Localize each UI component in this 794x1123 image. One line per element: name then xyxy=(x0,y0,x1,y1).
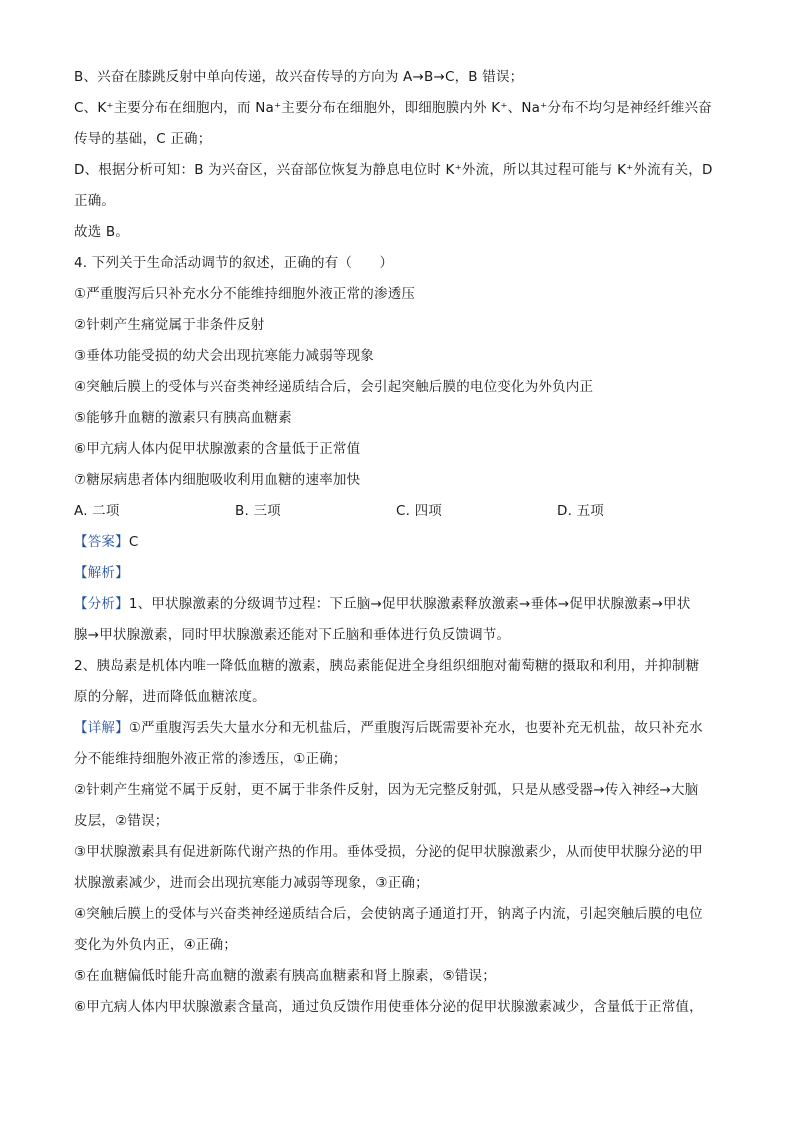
text-line: D、根据分析可知：B 为兴奋区，兴奋部位恢复为静息电位时 K⁺外流，所以其过程可能与 K⁺外流有关，D xyxy=(74,162,713,178)
answer-tag: 【答案】 xyxy=(74,534,129,550)
option-c: C. 四项 xyxy=(396,503,443,519)
detail-line xyxy=(74,713,724,744)
analysis-text: 1、甲状腺激素的分级调节过程：下丘脑→促甲状腺激素释放激素→垂体→促甲状腺激素→甲状 xyxy=(128,596,691,612)
option-b: B. 三项 xyxy=(235,503,281,519)
analysis-heading xyxy=(74,558,724,589)
detail-line: 状腺激素减少，进而会出现抗寒能力减弱等现象，③正确； xyxy=(74,875,429,891)
detail-text: ①严重腹泻丢失大量水分和无机盐后，严重腹泻后既需要补充水，也要补充无机盐，故只补充水 xyxy=(128,720,703,736)
statement-3: ③垂体功能受损的幼犬会出现抗寒能力减弱等现象 xyxy=(74,348,375,364)
statement-5: ⑤能够升血糖的激素只有胰高血糖素 xyxy=(74,410,292,426)
statement-6: ⑥甲亢病人体内促甲状腺激素的含量低于正常值 xyxy=(74,441,361,457)
statement-1: ①严重腹泻后只补充水分不能维持细胞外液正常的渗透压 xyxy=(74,286,416,302)
answer-line xyxy=(74,527,724,558)
analysis-sub-tag: 【分析】 xyxy=(74,596,129,612)
analysis-tag: 【解析】 xyxy=(74,565,129,581)
detail-line: 变化为外负内正，④正确； xyxy=(74,937,238,953)
statement-4: ④突触后膜上的受体与兴奋类神经递质结合后，会引起突触后膜的电位变化为外负内正 xyxy=(74,379,594,395)
text-line: 故选 B。 xyxy=(74,224,130,240)
detail-line: ⑤在血糖偏低时能升高血糖的激素有胰高血糖素和肾上腺素，⑤错误； xyxy=(74,968,496,984)
text-line: C、K⁺主要分布在细胞内，而 Na⁺主要分布在细胞外，即细胞膜内外 K⁺、Na⁺分布不均匀是神经纤维兴奋 xyxy=(74,100,712,116)
analysis-line: 原的分解，进而降低血糖浓度。 xyxy=(74,689,266,705)
statement-7: ⑦糖尿病患者体内细胞吸收利用血糖的速率加快 xyxy=(74,472,361,488)
text-line: 正确。 xyxy=(74,193,116,209)
detail-line: ③甲状腺激素具有促进新陈代谢产热的作用。垂体受损，分泌的促甲状腺激素少，从而使甲状腺分泌的甲 xyxy=(74,844,703,860)
statement-2: ②针刺产生痛觉属于非条件反射 xyxy=(74,317,265,333)
question-stem: 4. 下列关于生命活动调节的叙述，正确的有（ ） xyxy=(74,255,394,271)
detail-line: ⑥甲亢病人体内甲状腺激素含量高，通过负反馈作用使垂体分泌的促甲状腺激素减少，含量低于正常值， xyxy=(74,999,703,1015)
answer-value: C xyxy=(128,534,139,550)
analysis-line xyxy=(74,589,724,620)
analysis-line: 2、胰岛素是机体内唯一降低血糖的激素，胰岛素能促进全身组织细胞对葡萄糖的摄取和利用，并抑制糖 xyxy=(74,658,700,674)
analysis-line: 腺→甲状腺激素，同时甲状腺激素还能对下丘脑和垂体进行负反馈调节。 xyxy=(74,627,511,643)
document-body xyxy=(74,62,724,1023)
detail-line: 皮层，②错误； xyxy=(74,813,169,829)
detail-line: 分不能维持细胞外液正常的渗透压，①正确； xyxy=(74,751,347,767)
detail-tag: 【详解】 xyxy=(74,720,129,736)
option-d: D. 五项 xyxy=(557,503,604,519)
answer-options xyxy=(74,496,724,527)
detail-line: ②针刺产生痛觉不属于反射，更不属于非条件反射，因为无完整反射弧，只是从感受器→传入神经→大脑 xyxy=(74,782,699,798)
option-a: A. 二项 xyxy=(74,503,120,519)
text-line: B、兴奋在膝跳反射中单向传递，故兴奋传导的方向为 A→B→C，B 错误； xyxy=(74,69,524,85)
detail-line: ④突触后膜上的受体与兴奋类神经递质结合后，会使钠离子通道打开，钠离子内流，引起突触后膜的电位 xyxy=(74,906,703,922)
text-line: 传导的基础，C 正确； xyxy=(74,131,212,147)
